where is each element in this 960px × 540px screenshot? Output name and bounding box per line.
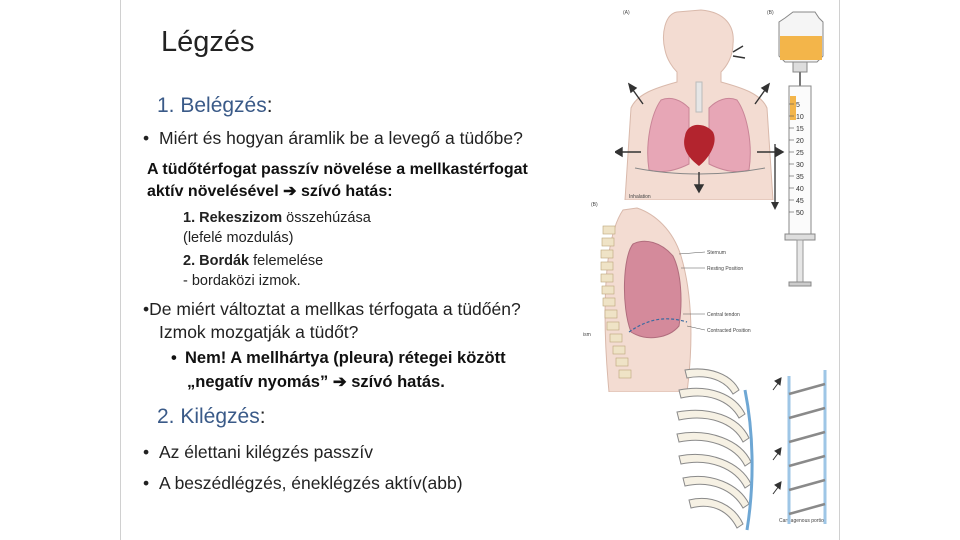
ribcage-ribs: [677, 369, 751, 528]
bullet-text: A beszédlégzés, éneklégzés aktív(abb): [159, 473, 463, 493]
syringe-flange: [785, 234, 815, 240]
inhalation-label: Inhalation: [629, 194, 651, 200]
panel-label-a: (A): [623, 10, 630, 16]
slide: [120, 0, 840, 540]
bullet-exhalation-2: [143, 473, 463, 494]
arrow-right-icon: ➔: [332, 373, 347, 391]
statement-text: aktív növelésével: [147, 183, 279, 200]
bottle-liquid: [780, 36, 822, 60]
list-item-diaphragm: [183, 208, 371, 228]
label-cartilage: Cartilagenous portion: [779, 518, 827, 524]
label-cut: ism: [583, 332, 591, 338]
slide-title: Légzés: [161, 26, 255, 58]
bullet-question-1: [143, 128, 523, 149]
bold-statement-line-2: [147, 182, 393, 202]
rib-motion-figure: [669, 360, 840, 540]
item-number: 2.: [183, 253, 196, 269]
plunger-rod: [797, 240, 803, 282]
answer-text: „negatív nyomás”: [187, 373, 329, 391]
label-contracted-position: Contracted Position: [707, 328, 751, 334]
list-item-ribs: [183, 251, 323, 271]
scale-label: 20: [796, 138, 804, 145]
bullet-text: Miért és hogyan áramlik be a levegő a tüdőbe?: [159, 128, 523, 148]
bullet-dot: •: [143, 128, 150, 148]
scale-label: 50: [796, 210, 804, 217]
bullet-text: De miért változtat a mellkas térfogata a tüdőén?: [149, 299, 521, 319]
section-heading-exhalation: [157, 405, 266, 429]
scale-label: 10: [796, 114, 804, 121]
bold-statement-line-1: A tüdőtérfogat passzív növelése a mellkastérfogat: [147, 161, 528, 178]
bullet-dot: •: [143, 473, 150, 493]
answer-line-2: [187, 372, 445, 393]
scale-label: 35: [796, 174, 804, 181]
scale-label: 25: [796, 150, 804, 157]
label-central-tendon: Central tendon: [707, 312, 740, 318]
item-text: összehúzása: [286, 210, 371, 226]
answer-text: szívó hatás.: [351, 373, 445, 391]
section-heading-colon: :: [259, 405, 266, 428]
bullet-exhalation-1: [143, 442, 373, 463]
section-heading-colon: :: [266, 94, 273, 117]
plunger-cap: [789, 282, 811, 286]
panel-label-b: (B): [767, 10, 774, 16]
section-heading-inhalation: [157, 94, 273, 118]
scale-label: 40: [796, 186, 804, 193]
item-keyword: Rekeszizom: [199, 210, 283, 226]
section-heading-text: 1. Belégzés: [157, 94, 267, 117]
rib-motion-diagram: [789, 370, 825, 524]
trachea: [696, 82, 702, 112]
rib-up-arrows: [773, 378, 781, 494]
side-lung: [624, 241, 681, 337]
bottle-neck: [793, 62, 807, 72]
bullet-dot: •: [171, 349, 177, 367]
scale-label: 15: [796, 126, 804, 133]
label-sternum: Sternum: [707, 250, 726, 256]
section-heading-text: 2. Kilégzés: [157, 405, 260, 428]
list-item-diaphragm-detail: (lefelé mozdulás): [183, 230, 294, 246]
bullet-dot: •: [143, 442, 150, 462]
bullet-question-2: [143, 298, 521, 321]
scale-label: 45: [796, 198, 804, 205]
list-item-ribs-detail: - bordaközi izmok.: [183, 273, 301, 289]
item-text: felemelése: [253, 253, 324, 269]
panel-label-b2: (B): [591, 202, 598, 208]
bullet-question-2-line-2: Izmok mozgatják a tüdőt?: [159, 322, 359, 342]
item-keyword: Bordák: [199, 253, 250, 269]
bullet-text: Az élettani kilégzés passzív: [159, 442, 373, 462]
label-resting-position: Resting Position: [707, 266, 744, 272]
statement-text: szívó hatás:: [300, 183, 393, 200]
scale-label: 5: [796, 102, 800, 109]
scale-label: 30: [796, 162, 804, 169]
arrow-right-icon: ➔: [283, 183, 297, 200]
item-number: 1.: [183, 210, 196, 226]
answer-text: Nem! A mellhártya (pleura) rétegei között: [185, 349, 506, 367]
torso-lungs-figure: [615, 4, 785, 200]
bullet-dot: •: [143, 299, 150, 319]
answer-line-1: [171, 348, 506, 369]
